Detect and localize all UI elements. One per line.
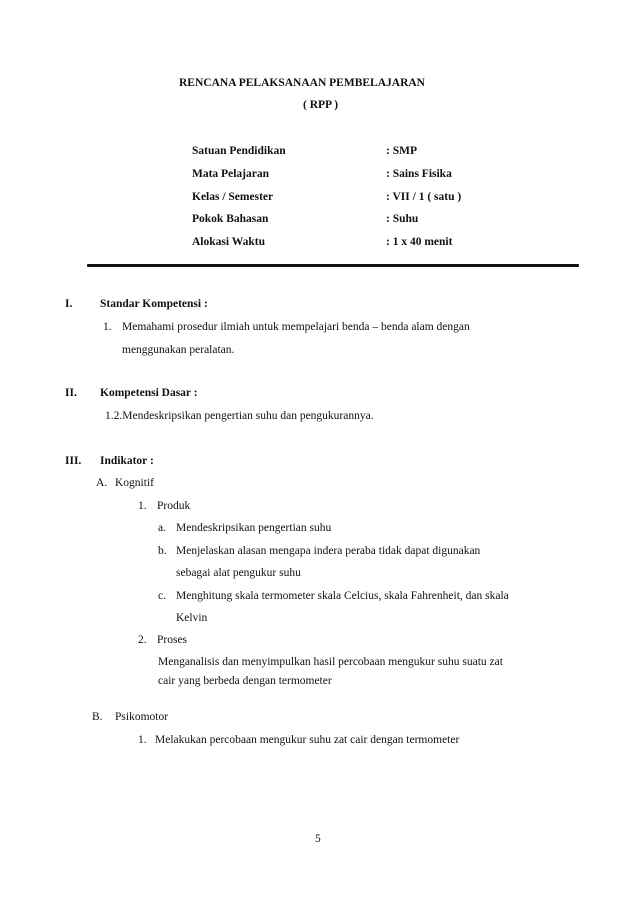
document-subtitle: ( RPP ) (303, 99, 339, 111)
list-letter: B. (92, 711, 103, 723)
list-item-text: Menjelaskan alasan mengapa indera peraba tidak dapat digunakan (176, 545, 481, 557)
list-item-text: Melakukan percobaan mengukur suhu zat cair dengan termometer (155, 734, 460, 746)
identity-value: : Sains Fisika (386, 168, 452, 180)
section-numeral: III. (65, 455, 82, 467)
identity-label: Mata Pelajaran (192, 168, 269, 180)
section-numeral: II. (65, 387, 77, 399)
document-title: RENCANA PELAKSANAAN PEMBELAJARAN (179, 77, 425, 89)
list-item-text: Mendeskripsikan pengertian suhu (176, 522, 332, 534)
list-item-text: cair yang berbeda dengan termometer (158, 675, 332, 687)
subsection-heading: Kognitif (115, 477, 154, 489)
identity-label: Satuan Pendidikan (192, 145, 286, 157)
list-item-text: sebagai alat pengukur suhu (176, 567, 301, 579)
list-item-text: Memahami prosedur ilmiah untuk mempelajari benda – benda alam dengan (122, 321, 470, 333)
list-number: 1. (138, 734, 147, 746)
list-number: 1. (138, 500, 147, 512)
subsection-heading: Proses (157, 634, 188, 646)
identity-label: Alokasi Waktu (192, 236, 265, 248)
identity-value: : 1 x 40 menit (386, 236, 453, 248)
section-heading: Kompetensi Dasar : (100, 387, 198, 399)
page-number: 5 (315, 833, 321, 845)
list-number: 1. (103, 321, 112, 333)
identity-value: : Suhu (386, 213, 419, 225)
subsection-heading: Produk (157, 500, 191, 512)
list-letter: a. (158, 522, 166, 534)
identity-label: Kelas / Semester (192, 191, 274, 203)
section-heading: Indikator : (100, 455, 154, 467)
list-item-text: menggunakan peralatan. (122, 344, 235, 356)
list-item-text: Menganalisis dan menyimpulkan hasil percobaan mengukur suhu suatu zat (158, 656, 503, 668)
section-numeral: I. (65, 298, 73, 310)
list-letter: b. (158, 545, 167, 557)
list-item-text: 1.2.Mendeskripsikan pengertian suhu dan pengukurannya. (105, 410, 374, 422)
identity-value: : SMP (386, 145, 417, 157)
section-heading: Standar Kompetensi : (100, 298, 208, 310)
list-item-text: Menghitung skala termometer skala Celcius, skala Fahrenheit, dan skala (176, 590, 509, 602)
subsection-heading: Psikomotor (115, 711, 169, 723)
identity-value: : VII / 1 ( satu ) (386, 191, 462, 203)
list-letter: A. (96, 477, 108, 489)
identity-label: Pokok Bahasan (192, 213, 269, 225)
list-number: 2. (138, 634, 147, 646)
list-item-text: Kelvin (176, 612, 208, 624)
list-letter: c. (158, 590, 166, 602)
header-divider (87, 264, 579, 267)
